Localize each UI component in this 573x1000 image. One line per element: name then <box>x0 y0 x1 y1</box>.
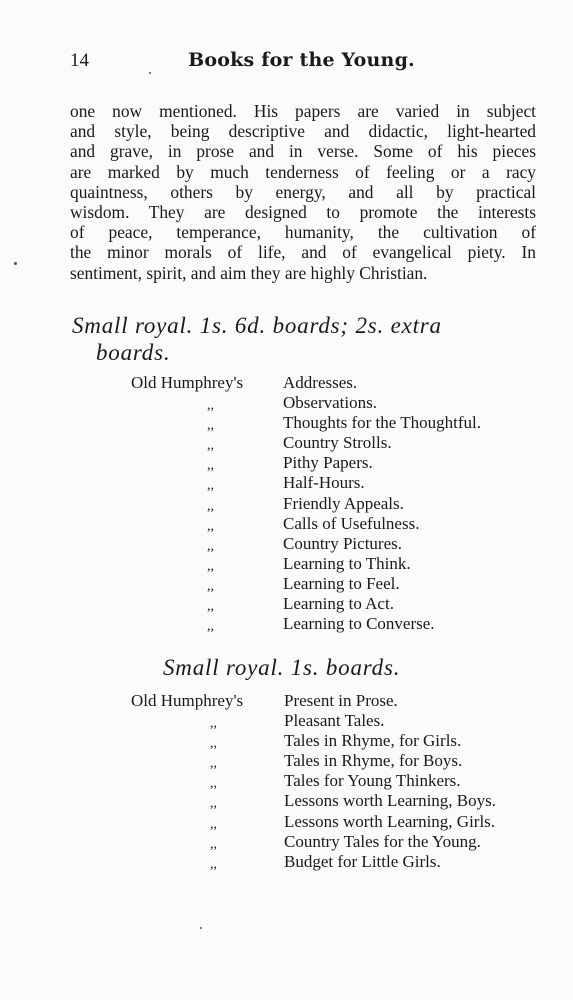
paragraph-line: and grave, in prose and in verse. Some of his pieces <box>70 141 536 162</box>
ditto-mark: ,, <box>210 816 217 832</box>
book-title: Half-Hours. <box>283 473 365 493</box>
ditto-mark: ,, <box>207 578 214 594</box>
book-title: Learning to Feel. <box>283 573 400 593</box>
ditto-mark: ,, <box>207 518 214 534</box>
book-title: Thoughts for the Thoughtful. <box>283 413 481 433</box>
ditto-mark: ,, <box>207 478 214 494</box>
ditto-mark: ,, <box>210 776 217 792</box>
paper-speck <box>14 262 17 265</box>
ditto-mark: ,, <box>207 418 214 434</box>
paragraph-line: sentiment, spirit, and aim they are highly Christian. <box>70 262 428 283</box>
book-title: Lessons worth Learning, Girls. <box>284 811 496 831</box>
book-title: Lessons worth Learning, Boys. <box>284 791 497 811</box>
author-prefix: Old Humphrey's <box>131 691 244 710</box>
book-title: Country Strolls. <box>283 433 392 453</box>
ditto-mark: ,, <box>207 438 214 454</box>
ditto-mark: ,, <box>207 458 214 474</box>
ditto-mark: ,, <box>207 619 214 635</box>
running-title: Books for the Young. <box>188 49 415 71</box>
body-paragraph <box>70 101 536 283</box>
book-title: Observations. <box>283 393 377 413</box>
page-number: 14 <box>70 50 89 71</box>
book-title: Learning to Think. <box>283 553 411 573</box>
paragraph-line: one now mentioned. His papers are varied in subject <box>70 101 536 121</box>
book-title: Pithy Papers. <box>283 453 373 473</box>
book-title: Tales for Young Thinkers. <box>284 771 461 791</box>
book-title: Tales in Rhyme, for Girls. <box>284 731 462 751</box>
section-heading-small-royal-1s-6d <box>72 312 538 366</box>
ditto-mark: ,, <box>210 796 217 812</box>
ditto-mark: ,, <box>210 756 217 772</box>
ditto-mark: ,, <box>207 398 214 414</box>
book-title: Calls of Usefulness. <box>283 513 420 533</box>
book-title: Pleasant Tales. <box>284 711 385 731</box>
ditto-mark: ,, <box>210 736 217 752</box>
ditto-mark: ,, <box>210 836 217 852</box>
paper-speck <box>149 72 151 74</box>
ditto-mark: ,, <box>207 558 214 574</box>
ditto-mark: ,, <box>210 716 217 732</box>
paragraph-line: are marked by much tenderness of feeling or a racy <box>70 161 536 182</box>
book-title: Addresses. <box>283 373 358 392</box>
book-title: Learning to Act. <box>283 594 394 614</box>
paragraph-line: of peace, temperance, humanity, the cultivation of <box>70 222 536 243</box>
paragraph-line: quaintness, others by energy, and all by practical <box>70 181 536 202</box>
paper-speck <box>200 927 202 929</box>
book-title: Budget for Little Girls. <box>284 851 441 871</box>
paragraph-line: wisdom. They are designed to promote the interests <box>70 201 536 222</box>
section-heading-small-royal-1s: Small royal. 1s. boards. <box>163 655 401 680</box>
section-heading-line: Small royal. 1s. 6d. boards; 2s. extra <box>72 313 442 338</box>
book-title: Learning to Converse. <box>283 614 435 634</box>
book-title: Present in Prose. <box>284 691 398 710</box>
book-title: Country Pictures. <box>283 533 402 553</box>
book-title: Country Tales for the Young. <box>284 831 481 851</box>
ditto-mark: ,, <box>210 856 217 872</box>
ditto-mark: ,, <box>207 538 214 554</box>
author-prefix: Old Humphrey's <box>131 373 244 392</box>
book-title: Friendly Appeals. <box>283 493 404 513</box>
ditto-mark: ,, <box>207 599 214 615</box>
book-title: Tales in Rhyme, for Boys. <box>284 751 463 771</box>
ditto-mark: ,, <box>207 498 214 514</box>
paragraph-line: the minor morals of life, and of evangelical piety. In <box>70 242 536 263</box>
paragraph-line: and style, being descriptive and didactic, light-hearted <box>70 121 536 142</box>
section-heading-line: boards. <box>96 340 171 365</box>
